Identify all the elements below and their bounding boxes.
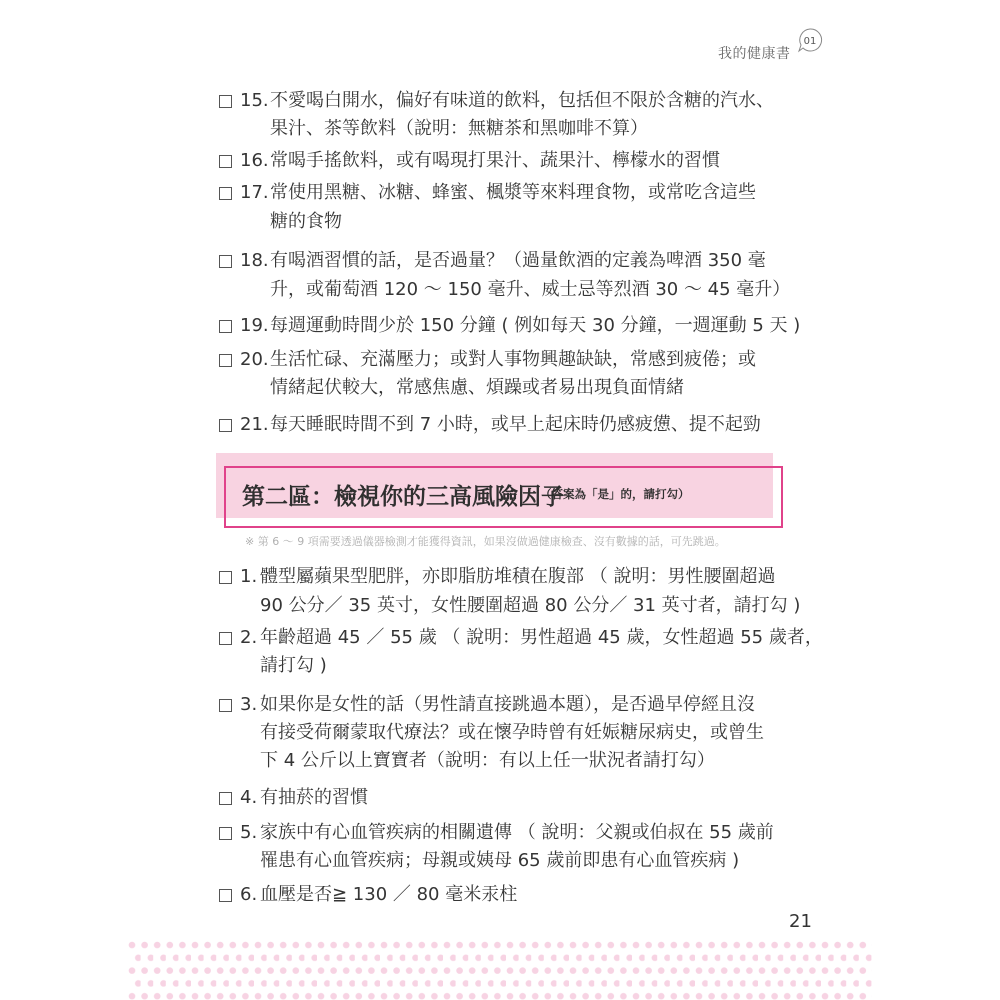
item-number: 20.: [240, 349, 269, 370]
section-note: ※ 第 6 ～ 9 項需要透過儀器檢測才能獲得資訊，如果沒做過健康檢查、沒有數據的話，可先跳過。: [245, 535, 726, 548]
checkbox[interactable]: [219, 827, 232, 840]
chapter-badge: [797, 27, 823, 53]
item-number: 1.: [240, 566, 258, 587]
item-text: 請打勾 ): [260, 655, 327, 676]
item-text: 糖的食物: [270, 211, 342, 232]
item-text: 有接受荷爾蒙取代療法？或在懷孕時曾有妊娠糖尿病史，或曾生: [260, 722, 764, 743]
item-number: 18.: [240, 250, 269, 271]
item-number: 6.: [240, 884, 258, 905]
item-text: 如果你是女性的話（男性請直接跳過本題），是否過早停經且沒: [260, 694, 755, 715]
item-number: 2.: [240, 627, 258, 648]
item-number: 5.: [240, 822, 258, 843]
item-text: 常使用黑糖、冰糖、蜂蜜、楓漿等來料理食物，或常吃含這些: [270, 182, 756, 203]
checkbox[interactable]: [219, 354, 232, 367]
item-number: 21.: [240, 414, 269, 435]
svg-text:01: 01: [803, 36, 817, 47]
checkbox[interactable]: [219, 419, 232, 432]
item-number: 4.: [240, 787, 258, 808]
item-number: 19.: [240, 315, 269, 336]
item-text: 不愛喝白開水，偏好有味道的飲料，包括但不限於含糖的汽水、: [270, 90, 774, 111]
speech-bubble-icon: [797, 27, 823, 53]
item-text: 果汁、茶等飲料（說明：無糖茶和黑咖啡不算）: [270, 118, 648, 139]
page-number: 21: [789, 911, 812, 932]
section-title: 第二區：檢視你的三高風險因子: [242, 484, 564, 510]
checkbox[interactable]: [219, 632, 232, 645]
checkbox[interactable]: [219, 889, 232, 902]
checkbox[interactable]: [219, 699, 232, 712]
item-number: 3.: [240, 694, 258, 715]
checkbox[interactable]: [219, 571, 232, 584]
checkbox[interactable]: [219, 95, 232, 108]
item-text: 下 4 公斤以上寶寶者（說明：有以上任一狀況者請打勾）: [260, 750, 715, 771]
item-text: 家族中有心血管疾病的相關遺傳 （ 說明：父親或伯叔在 55 歲前: [260, 822, 774, 843]
item-text: 血壓是否≧ 130 ／ 80 毫米汞柱: [260, 884, 518, 905]
item-number: 16.: [240, 150, 269, 171]
item-text: 生活忙碌、充滿壓力；或對人事物興趣缺缺，常感到疲倦；或: [270, 349, 756, 370]
item-text: 升，或葡萄酒 120 ～ 150 毫升、威士忌等烈酒 30 ～ 45 毫升）: [270, 279, 791, 300]
section-subtitle: （答案為「是」的，請打勾）: [540, 487, 690, 501]
item-number: 15.: [240, 90, 269, 111]
checkbox[interactable]: [219, 187, 232, 200]
checkbox[interactable]: [219, 792, 232, 805]
dot-pattern-decoration: [128, 940, 872, 1000]
book-title: 我的健康書: [718, 46, 791, 62]
item-text: 每天睡眠時間不到 7 小時，或早上起床時仍感疲憊、提不起勁: [270, 414, 761, 435]
item-number: 17.: [240, 182, 269, 203]
item-text: 90 公分／ 35 英寸，女性腰圍超過 80 公分／ 31 英寸者，請打勾 ): [260, 595, 801, 616]
item-text: 常喝手搖飲料，或有喝現打果汁、蔬果汁、檸檬水的習慣: [270, 150, 720, 171]
checkbox[interactable]: [219, 255, 232, 268]
item-text: 體型屬蘋果型肥胖，亦即脂肪堆積在腹部 （ 說明：男性腰圍超過: [260, 566, 776, 587]
item-text: 罹患有心血管疾病；母親或姨母 65 歲前即患有心血管疾病 ): [260, 850, 740, 871]
item-text: 每週運動時間少於 150 分鐘 ( 例如每天 30 分鐘，一週運動 5 天 ): [270, 315, 801, 336]
checkbox[interactable]: [219, 320, 232, 333]
checkbox[interactable]: [219, 155, 232, 168]
item-text: 年齡超過 45 ／ 55 歲 （ 說明：男性超過 45 歲，女性超過 55 歲者，: [260, 627, 823, 648]
item-text: 情緒起伏較大，常感焦慮、煩躁或者易出現負面情緒: [270, 377, 684, 398]
item-text: 有抽菸的習慣: [260, 787, 368, 808]
item-text: 有喝酒習慣的話，是否過量？（過量飲酒的定義為啤酒 350 毫: [270, 250, 766, 271]
